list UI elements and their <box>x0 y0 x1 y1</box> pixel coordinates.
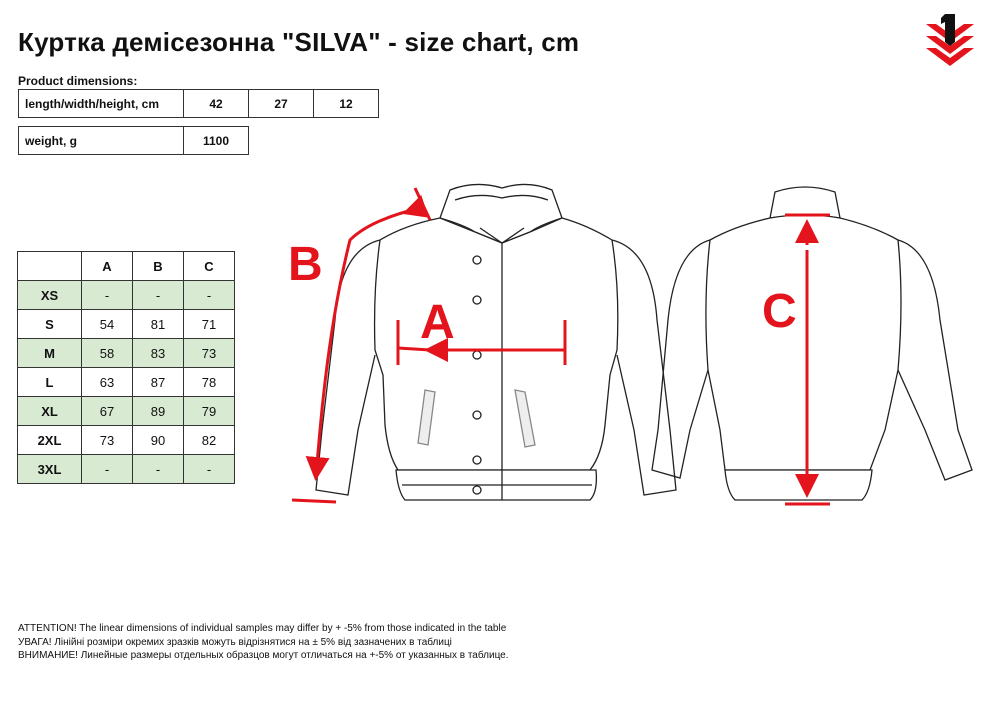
value-cell: 83 <box>133 339 184 368</box>
size-cell: XL <box>18 397 82 426</box>
dimensions-label: length/width/height, cm <box>19 90 184 118</box>
size-cell: S <box>18 310 82 339</box>
measurement-b-label: B <box>288 238 323 291</box>
table-row <box>18 339 235 368</box>
value-cell: 81 <box>133 310 184 339</box>
jacket-front-drawing <box>316 184 676 500</box>
value-cell: - <box>184 281 235 310</box>
value-cell: 54 <box>82 310 133 339</box>
dimensions-table <box>18 89 379 118</box>
value-cell: - <box>82 455 133 484</box>
table-row <box>18 281 235 310</box>
size-cell: L <box>18 368 82 397</box>
value-cell: 73 <box>82 426 133 455</box>
disclaimer-notes <box>18 622 509 663</box>
value-cell: 89 <box>133 397 184 426</box>
weight-table <box>18 126 249 155</box>
value-cell: 58 <box>82 339 133 368</box>
size-cell: M <box>18 339 82 368</box>
page-title: Куртка демісезонна "SILVA" - size chart, cm <box>18 27 580 57</box>
header-cell: B <box>133 252 184 281</box>
table-row <box>18 310 235 339</box>
size-table <box>17 251 235 484</box>
value-cell: 79 <box>184 397 235 426</box>
value-cell: - <box>82 281 133 310</box>
size-table-header <box>18 252 235 281</box>
value-cell: 67 <box>82 397 133 426</box>
header-cell: A <box>82 252 133 281</box>
value-cell: 73 <box>184 339 235 368</box>
value-cell: - <box>133 281 184 310</box>
note-english: ATTENTION! The linear dimensions of individual samples may differ by + -5% from those indicated in the table <box>18 623 507 634</box>
size-cell: XS <box>18 281 82 310</box>
measurement-a-label: A <box>420 296 455 349</box>
note-ukrainian: УВАГА! Лінійні розміри окремих зразків можуть відрізнятися на ± 5% від зазначених в таблиці <box>18 636 452 648</box>
value-cell: 63 <box>82 368 133 397</box>
value-cell: - <box>133 455 184 484</box>
size-cell: 3XL <box>18 455 82 484</box>
height-value: 12 <box>314 90 379 118</box>
size-cell: 2XL <box>18 426 82 455</box>
header-cell: C <box>184 252 235 281</box>
length-value: 42 <box>184 90 249 118</box>
note-russian: ВНИМАНИЕ! Линейные размеры отдельных образцов могут отличаться на +-5% от указанных в таблице. <box>18 650 509 661</box>
header-cell <box>18 252 82 281</box>
value-cell: 71 <box>184 310 235 339</box>
jacket-back-drawing <box>652 187 972 500</box>
value-cell: 78 <box>184 368 235 397</box>
value-cell: 87 <box>133 368 184 397</box>
product-dimensions-label: Product dimensions: <box>18 74 138 88</box>
measurement-c-label: C <box>762 285 797 338</box>
table-row <box>18 455 235 484</box>
table-row <box>18 397 235 426</box>
width-value: 27 <box>249 90 314 118</box>
value-cell: - <box>184 455 235 484</box>
table-row <box>18 368 235 397</box>
weight-value: 1100 <box>184 127 249 155</box>
brand-logo-icon <box>922 12 978 68</box>
table-row <box>18 426 235 455</box>
weight-label: weight, g <box>19 127 184 155</box>
value-cell: 90 <box>133 426 184 455</box>
jacket-diagram <box>280 170 980 515</box>
value-cell: 82 <box>184 426 235 455</box>
